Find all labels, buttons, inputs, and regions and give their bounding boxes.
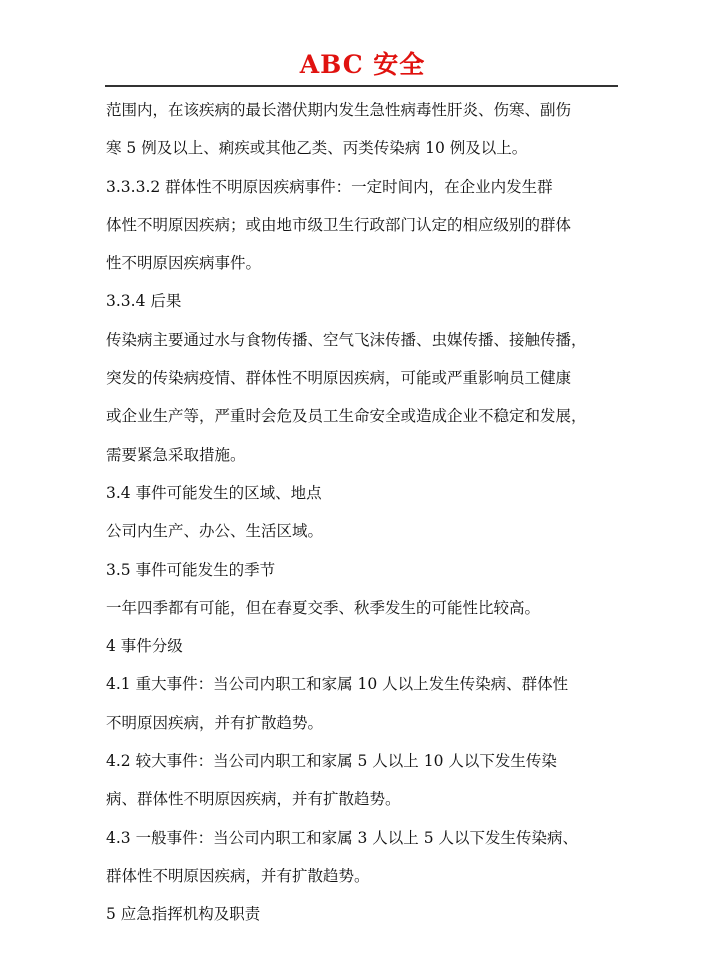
text-line: 病、群体性不明原因疾病，并有扩散趋势。 [106, 790, 401, 809]
text-line: 一年四季都有可能，但在春夏交季、秋季发生的可能性比较高。 [106, 598, 541, 617]
text-line: 范围内，在该疾病的最长潜伏期内发生急性病毒性肝炎、伤寒、副伤 [106, 101, 572, 119]
text-line: 3.3.3.2 群体性不明原因疾病事件：一定时间内，在企业内发生群 [106, 177, 553, 196]
document-body [106, 91, 626, 934]
text-line: 群体性不明原因疾病，并有扩散趋势。 [106, 866, 370, 885]
text-line: 突发的传染病疫情、群体性不明原因疾病，可能或严重影响员工健康 [106, 369, 572, 388]
text-line: 不明原因疾病，并有扩散趋势。 [106, 713, 324, 732]
text-line: 性不明原因疾病事件。 [106, 254, 262, 273]
page-header-title: ABC 安全 [299, 50, 426, 79]
section-heading: 3.3.4 后果 [106, 292, 182, 311]
text-line: 体性不明原因疾病；或由地市级卫生行政部门认定的相应级别的群体 [106, 215, 572, 234]
text-line: 公司内生产、办公、生活区域。 [106, 522, 324, 541]
section-heading: 4 事件分级 [106, 637, 183, 656]
text-line: 寒 5 例及以上、痢疾或其他乙类、丙类传染病 10 例及以上。 [106, 139, 528, 158]
text-line: 4.2 较大事件：当公司内职工和家属 5 人以上 10 人以下发生传染 [106, 752, 557, 771]
text-line: 传染病主要通过水与食物传播、空气飞沫传播、虫媒传播、接触传播， [106, 330, 587, 349]
section-heading: 5 应急指挥机构及职责 [106, 905, 261, 924]
text-line: 或企业生产等，严重时会危及员工生命安全或造成企业不稳定和发展， [106, 407, 587, 426]
section-heading: 3.4 事件可能发生的区域、地点 [106, 483, 322, 502]
header-divider [105, 85, 618, 87]
section-heading: 3.5 事件可能发生的季节 [106, 560, 276, 579]
text-line: 需要紧急采取措施。 [106, 445, 246, 464]
text-line: 4.3 一般事件：当公司内职工和家属 3 人以上 5 人以下发生传染病、 [106, 828, 579, 847]
text-line: 4.1 重大事件：当公司内职工和家属 10 人以上发生传染病、群体性 [106, 675, 569, 694]
